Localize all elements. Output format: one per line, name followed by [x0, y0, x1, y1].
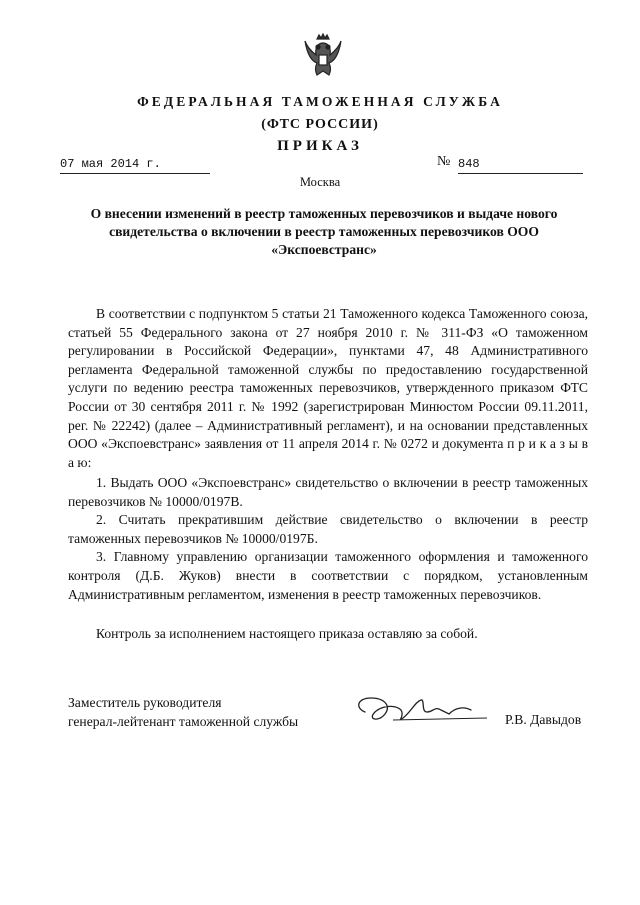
order-word: п р и к а з ы в а ю:	[68, 436, 588, 470]
document-date: 07 мая 2014 г.	[60, 157, 210, 174]
number-sign: №	[437, 154, 451, 169]
basis-text: В соответствии с подпунктом 5 статьи 21 Таможенного кодекса Таможенного союза, статьей 55 Федерального закона от 27 ноября 2010 г. № 311-ФЗ «О таможенном регулировании в Российской Федерации», пунктами 47, 48 Административного регламента Федеральной таможенной службы по предоставлению государственной услуги по ведению реестра таможенных перевозчиков, утвержденного приказом ФТС России от 30 сентября 2011 г. № 1992 (зарегистрирован Минюстом России 09.11.2011, рег. № 22242) (далее – Административный регламент), и на основании представленных ООО «Экспоевстранс» заявления от 11 апреля 2014 г. № 0272 и документа	[68, 306, 588, 452]
handwritten-signature	[345, 690, 493, 730]
coat-of-arms-icon	[303, 33, 343, 79]
signer-role-line-2: генерал-лейтенант таможенной службы	[68, 714, 299, 729]
agency-name: ФЕДЕРАЛЬНАЯ ТАМОЖЕННАЯ СЛУЖБА	[137, 94, 503, 109]
document-type: ПРИКАЗ	[277, 138, 363, 154]
signer-role-line-1: Заместитель руководителя	[68, 695, 222, 710]
order-item: 3. Главному управлению организации таможенного оформления и таможенного контроля (Д.Б. Жуков) внести в соответствии с порядком, установленным Административным регламентом, изменения в реестр таможенных перевозчиков.	[68, 549, 588, 602]
document-number: 848	[458, 157, 583, 174]
document-city: Москва	[299, 175, 341, 189]
order-item: 2. Считать прекратившим действие свидетельство о включении в реестр таможенных перевозчиков № 10000/0197Б.	[68, 512, 588, 546]
order-items-list	[68, 474, 588, 604]
control-paragraph: Контроль за исполнением настоящего приказа оставляю за собой.	[96, 626, 478, 641]
basis-paragraph	[68, 305, 588, 472]
document-title: О внесении изменений в реестр таможенных перевозчиков и выдаче нового свидетельства о включении в реестр таможенных перевозчиков ООО «Экспоевстранс»	[90, 206, 558, 257]
signer-name: Р.В. Давыдов	[505, 712, 582, 727]
signer-role	[68, 693, 298, 731]
agency-short-name: (ФТС РОССИИ)	[261, 117, 379, 132]
order-item: 1. Выдать ООО «Экспоевстранс» свидетельство о включении в реестр таможенных перевозчиков № 10000/0197В.	[68, 475, 588, 509]
